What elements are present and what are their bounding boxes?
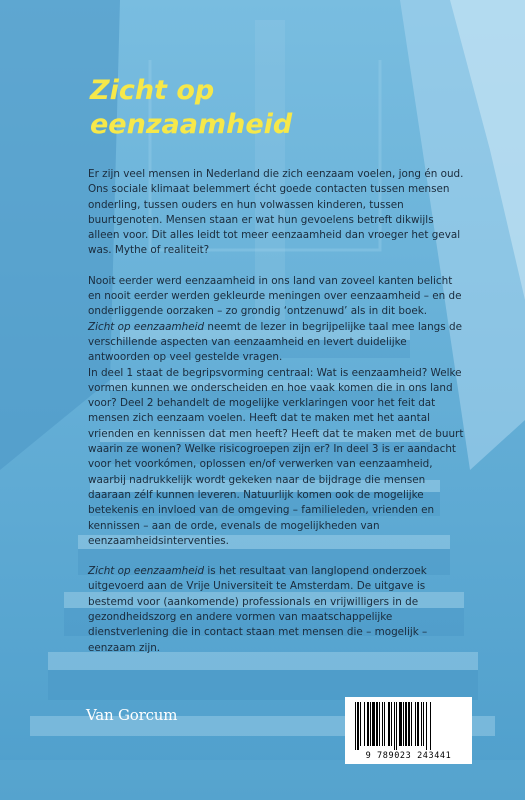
barcode-bar bbox=[411, 702, 412, 746]
barcode-bar bbox=[357, 702, 359, 750]
barcode-bar bbox=[364, 702, 365, 746]
barcode-bar bbox=[403, 702, 404, 746]
barcode-bar bbox=[405, 702, 407, 746]
barcode-bar bbox=[372, 702, 375, 746]
barcode-bar bbox=[408, 702, 410, 746]
isbn-barcode bbox=[345, 697, 472, 764]
barcode-bar bbox=[394, 702, 395, 750]
barcode-bar bbox=[360, 702, 361, 746]
barcode-bars bbox=[353, 702, 464, 750]
blurb-paragraph-3 bbox=[88, 320, 468, 366]
inline-book-title: Zicht op eenzaamheid bbox=[88, 320, 205, 333]
blurb-paragraph-4: In deel 1 staat de begripsvorming centraal: Wat is eenzaamheid? Welke vormen kunnen we onderscheiden en hoe vaak komen die in ons land voor? Deel 2 behandelt de mogelijke verklaringen voor het feit dat mensen zich eenzaam voelen. Heeft dat te maken met het aantal vrienden en kennissen dat men heeft? Heeft dat te maken met de buurt waarin ze wonen? Welke risicogroepen zijn er? In deel 3 is er aandacht voor het voorkómen, oplossen en/of verwerken van eenzaamheid, waarbij nadrukkelijk wordt gekeken naar de bijdrage die mensen daaraan zélf kunnen leveren. Natuurlijk komen ook de mogelijke betekenis en invloed van de omgeving – familieleden, vrienden en kennissen – aan de orde, evenals de mogelijkheden van eenzaamheidsinterventies. bbox=[88, 366, 464, 547]
blurb-paragraph-5 bbox=[88, 564, 468, 656]
barcode-bar bbox=[426, 702, 427, 750]
barcode-bar bbox=[384, 702, 385, 746]
barcode-bar bbox=[399, 702, 402, 746]
blurb-paragraph-5-text: is het resultaat van langlopend onderzoek uitgevoerd aan de Vrije Universiteit te Amsterdam. De uitgave is bestemd voor (aankomende) professionals en vrijwilligers in de gezondheidszorg en andere vormen van maatschappelijke dienstverlening die in contact staan met mensen die – mogelijk – eenzaam zijn. bbox=[88, 565, 428, 654]
publisher-logo: Van Gorcum bbox=[86, 706, 178, 724]
barcode-number: 9 789023 243441 bbox=[365, 751, 452, 761]
title-line-2: eenzaamheid bbox=[90, 109, 293, 140]
blurb-paragraph-3-text: neemt de lezer in begrijpelijke taal mee langs de verschillende aspecten van eenzaamheid en levert duidelijke antwoorden op veel gestelde vragen. bbox=[88, 320, 462, 364]
barcode-bar bbox=[355, 702, 356, 750]
barcode-bar bbox=[379, 702, 380, 746]
barcode-bar bbox=[388, 702, 390, 746]
title-line-1: Zicht op bbox=[90, 75, 215, 106]
inline-book-title: Zicht op eenzaamheid bbox=[88, 565, 205, 578]
barcode-bar bbox=[430, 702, 431, 750]
barcode-bar bbox=[370, 702, 371, 746]
barcode-bar bbox=[423, 702, 424, 746]
barcode-bar bbox=[415, 702, 416, 746]
barcode-bar bbox=[417, 702, 419, 746]
barcode-bar bbox=[376, 702, 378, 746]
blurb-paragraph-1: Er zijn veel mensen in Nederland die zich eenzaam voelen, jong én oud. Ons sociale klimaat belemmert écht goede contacten tussen mensen onderling, tussen ouders en hun volwassen kinderen, tussen buurtgenoten. Mensen staan er wat hun gevoelens betreft dikwijls alleen voor. Dit alles leidt tot meer eenzaamheid dan vroeger het geval was. Mythe of realiteit? bbox=[88, 168, 464, 257]
book-title bbox=[90, 74, 292, 142]
barcode-bar bbox=[391, 702, 392, 746]
barcode-bar bbox=[396, 702, 397, 750]
barcode-bar bbox=[367, 702, 369, 746]
blurb bbox=[88, 167, 468, 671]
blurb-paragraph-2: Nooit eerder werd eenzaamheid in ons land van zoveel kanten belicht en nooit eerder werden gekleurde meningen over eenzaamheid – en de onderliggende oorzaken – zo grondig ‘ontzenuwd’ als in dit boek. bbox=[88, 274, 462, 318]
barcode-bar bbox=[382, 702, 383, 746]
barcode-bar bbox=[421, 702, 422, 746]
